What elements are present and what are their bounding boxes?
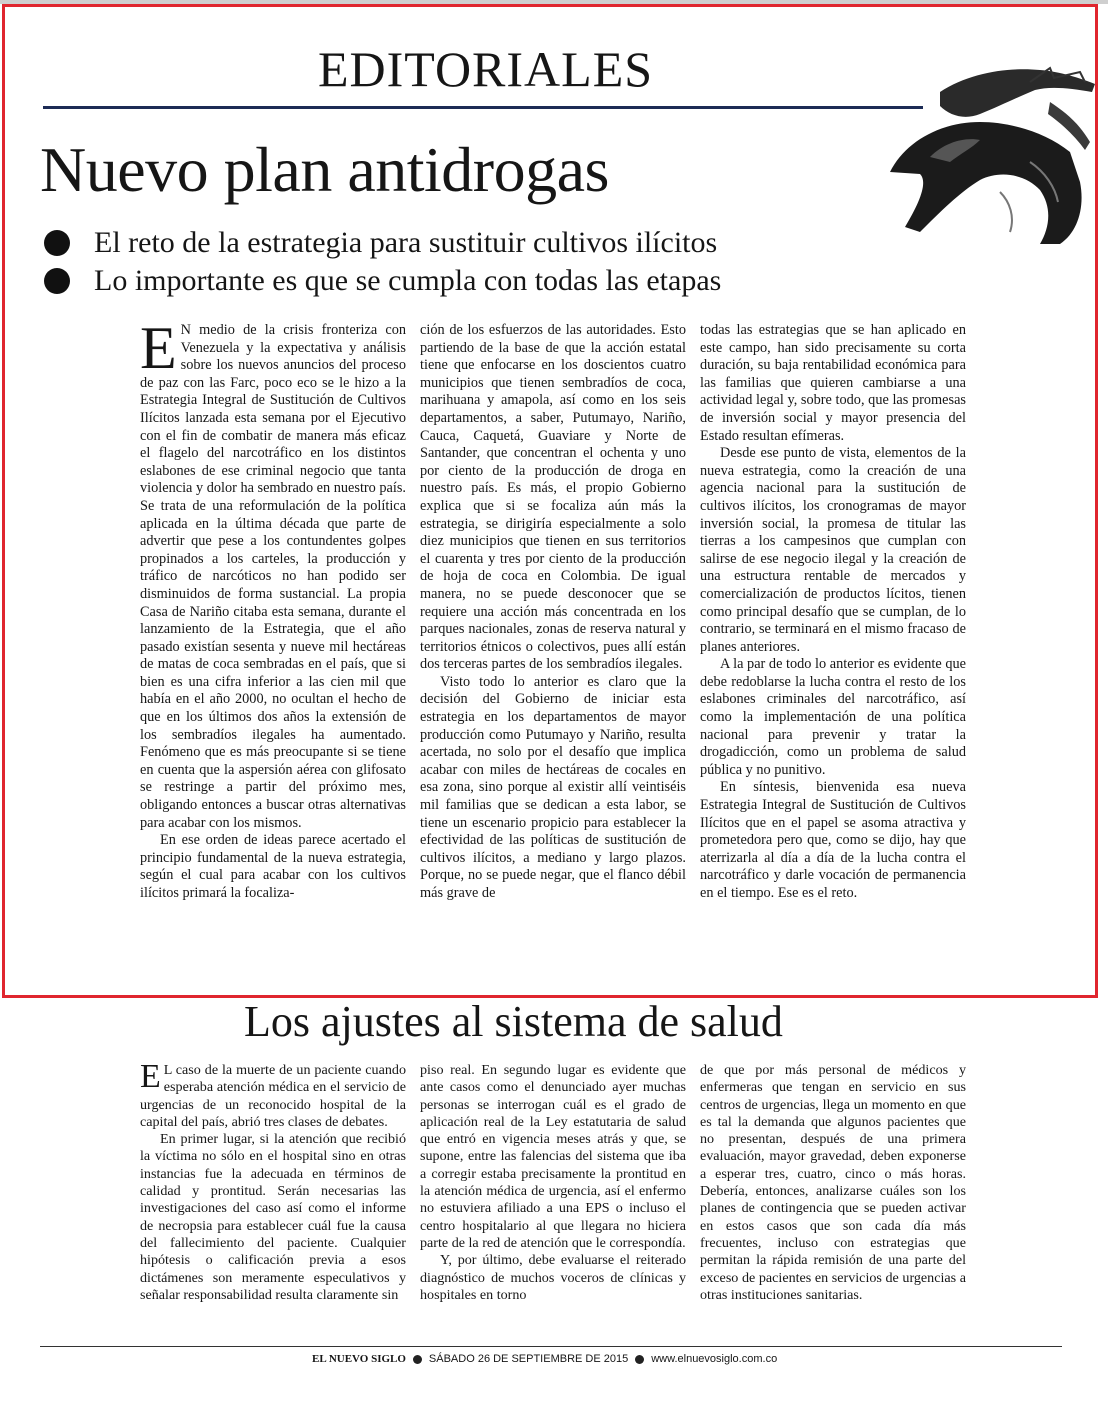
column-1 — [140, 315, 407, 903]
paragraph: ción de los esfuerzos de las autoridades. Esto partiendo de la base de que la acción estatal tiene que enfocarse en los doscientos cuatro municipios que tienen sembradíos de coca, marihuana y amapola, así como en los seis departamentos, a saber, Putumayo, Nariño, Cauca, Caquetá, Guaviare y Norte de Santander, que concentran el ochenta y uno por ciento de la producción de droga en nuestro país. Es más, el propio Gobierno explica que si se focaliza aún más la estrategia, se dirigiría especialmente a solo diez municipios que tienen en sus territorios el cuarenta y tres por ciento de la producción de hoja de coca en Colombia. De igual manera, no se puede desconocer que se requiere una acción más concentrada en los parques nacionales, zonas de reserva natural y territorios étnicos o colectivos, pues allí están dos terceras partes de los sembradíos ilegales. — [420, 322, 686, 673]
second-editorial-body — [140, 1058, 966, 1304]
section-title: EDITORIALES — [318, 41, 654, 97]
paragraph: todas las estrategias que se han aplicado en este campo, han sido precisamente su corta duración, su baja rentabilidad económica para las familias que quieren cambiarse a una actividad legal y, sobre todo, que las promesas de inversión social y mayor presencia del Estado resultan efímeras. — [700, 322, 966, 444]
column-1 — [140, 1058, 406, 1304]
bullet-dot-icon — [44, 268, 70, 294]
editorial-body — [140, 315, 966, 903]
page-footer — [312, 1353, 777, 1365]
column-3 — [700, 322, 966, 903]
bullet-text: Lo importante es que se cumpla con todas las etapas — [94, 264, 722, 297]
paragraph: Desde ese punto de vista, elementos de la nueva estrategia, como la creación de una agencia nacional para la sustitución de cultivos ilícitos, los cronogramas de mayor inversión social, la promesa de titular las tierras a los campesinos que cumplan con salirse de ese negocio ilegal y la creación de una estructura rentable de mercados y comercialización de productos lícitos, tienen como principal desafío que se cumplan, de lo contrario, se terminará en el mismo fracaso de planes anteriores. — [700, 445, 966, 655]
section-rule — [43, 106, 923, 109]
paragraph: Y, por último, debe evaluarse el reiterado diagnóstico de muchos voceros de clínicas y hospitales en torno — [420, 1252, 686, 1303]
website-link[interactable]: www.elnuevosiglo.com.co — [651, 1353, 778, 1365]
column-2 — [420, 322, 686, 903]
bullet-text: El reto de la estrategia para sustituir cultivos ilícitos — [94, 226, 718, 259]
footer-rule — [40, 1346, 1062, 1347]
second-headline: Los ajustes al sistema de salud — [244, 997, 783, 1046]
horses-illustration-icon — [880, 62, 1100, 247]
column-3 — [700, 1062, 966, 1304]
subheadline-bullets — [42, 224, 721, 300]
newspaper-name: EL NUEVO SIGLO — [312, 1353, 406, 1365]
column-2 — [420, 1062, 686, 1304]
bullet-item — [42, 224, 721, 262]
drop-cap: E — [140, 315, 177, 381]
bullet-item — [42, 262, 721, 300]
paragraph: En ese orden de ideas parece acertado el principio fundamental de la nueva estrategia, según el cual para acabar con los cultivos ilícitos primará la focaliza- — [140, 832, 406, 901]
paragraph: piso real. En segundo lugar es evidente que ante casos como el denunciado ayer muchas personas se interrogan cuál es el grado de aplicación real de la Ley estatutaria de salud que entró en vigencia meses atrás y que, se supone, entre las falencias del sistema que iba a corregir estaba precisamente la prontitud en la atención médica de urgencia, así el enfermo no estuviera afiliado a una EPS o incluso el centro hospitalario al que llegara no hiciera parte de la red de atención que le correspondía. — [420, 1062, 686, 1251]
bullet-dot-icon — [413, 1355, 422, 1364]
paragraph: E L caso de la muerte de un paciente cuando esperaba atención médica en el servicio de urgencias de un reconocido hospital de la capital del país, abrió tres clases de debates. — [140, 1058, 406, 1130]
paragraph: de que por más personal de médicos y enfermeras que tengan en servicio en sus centros de urgencias, llega un momento en que es tal la demanda que algunos pacientes que no presentan, después de una primera evaluación, mayor gravedad, deben exponerse a esperar tres, cuatro, cinco o más horas. Debería, entonces, analizarse cuáles son los planes de contingencia que se pueden activar en estos casos que son cada día más frecuentes, incluso con estrategias que permitan la rápida remisión de una parte del exceso de pacientes en servicios de urgencias a otras instituciones sanitarias. — [700, 1062, 966, 1303]
paragraph: E N medio de la crisis fronteriza con Venezuela y la expectativa y análisis sobre los nuevos anuncios del proceso de paz con las Farc, poco eco se le hizo a la Estrategia Integral de Sustitución de Cultivos Ilícitos lanzada esta semana por el Ejecutivo con el fin de combatir de manera más eficaz el flagelo del narcotráfico en los distintos eslabones de ese criminal negocio que tanta violencia y dolor ha sembrado en nuestro país. Se trata de una reformulación de la política aplicada en la última década que parte de advertir que pese a los contundentes golpes propinados a los carteles, la producción y tráfico de narcóticos no han podido ser disminuidos de forma sustancial. La propia Casa de Nariño citaba esta semana, durante el lanzamiento de la Estrategia, que el año pasado existían sesenta y nueve mil hectáreas de matas de coca sembradas en el país, que si bien es una cifra inferior a las cien mil que había en el año 2000, no ocultan el hecho de que en los últimos dos años la extensión de los sembradíos ilegales ha aumentado. Fenómeno que es más preocupante si se tiene en cuenta que la aspersión aérea con glifosato se restringe a partir del próximo mes, obligando entonces a buscar otras alternativas para acabar con los mismos. — [140, 315, 407, 831]
bullet-dot-icon — [635, 1355, 644, 1364]
paragraph: Visto todo lo anterior es claro que la decisión del Gobierno de iniciar esta estrategia en los departamentos de mayor producción como Putumayo y Nariño, resulta acertada, no solo por el desafío que implica acabar con miles de hectáreas de cocales en esa zona, sino porque al existir allí veintiséis mil familias que se dedican a esta labor, se tiene un escenario propicio para establecer la efectividad de las políticas de sustitución de cultivos ilícitos, a mediano y largo plazos. Porque, no se puede negar, que el flanco débil más grave de — [420, 673, 686, 901]
drop-cap: E — [140, 1058, 161, 1095]
paragraph: En síntesis, bienvenida esa nueva Estrategia Integral de Sustitución de Cultivos Ilícitos que en el papel se asoma atractiva y prometedora pero que, como se dijo, hay que aterrizarla al día a día de la lucha contra el narcotráfico y darle vocación de permanencia en el tiempo. Ese es el reto. — [700, 779, 966, 901]
paragraph: En primer lugar, si la atención que recibió la víctima no sólo en el hospital sino en otras instancias fue la adecuada en términos de calidad y prontitud. Serán necesarias las investigaciones del caso así como el informe de necropsia para establecer cuál fue la causa del fallecimiento del paciente. Cualquier hipótesis o calificación previa a esos dictámenes son meramente especulativos y señalar responsabilidad resulta claramente sin — [140, 1131, 406, 1303]
bullet-dot-icon — [44, 230, 70, 256]
issue-date: SÁBADO 26 DE SEPTIEMBRE DE 2015 — [428, 1353, 629, 1365]
paragraph: A la par de todo lo anterior es evidente que debe redoblarse la lucha contra el resto de los eslabones criminales del narcotráfico, así como la implementación de una política nacional para prevenir y tratar la drogadicción, como un problema de salud pública y no punitivo. — [700, 656, 966, 778]
headline: Nuevo plan antidrogas — [40, 134, 609, 205]
